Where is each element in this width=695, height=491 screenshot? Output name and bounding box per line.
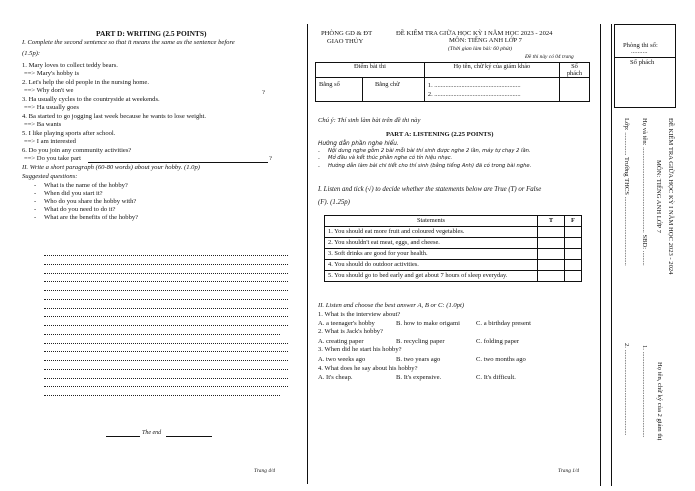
answer-line[interactable] — [44, 368, 288, 370]
dept-line2: GIAO THỦY — [327, 38, 364, 45]
true-header: T — [538, 216, 565, 227]
guide-item: Hướng dẫn làm bài chi tiết cho thí sinh (bằng tiếng Anh) đã có trong bài nghe. — [328, 163, 532, 169]
the-end-line-right — [166, 436, 212, 437]
answer-line[interactable] — [44, 385, 288, 387]
suggested-label: Suggested questions: — [22, 173, 78, 180]
page-divider-left — [307, 24, 308, 484]
option-c[interactable]: C. folding paper — [476, 337, 520, 345]
writing-a2[interactable]: ==> Why don't we — [24, 87, 74, 94]
the-end-line-left — [106, 436, 140, 437]
suggested-bullet: - — [34, 214, 37, 221]
writing-a6-blank[interactable] — [88, 162, 268, 163]
code-label: Số phách — [630, 59, 655, 66]
option-a[interactable]: A. creating paper — [318, 337, 364, 345]
answer-line[interactable] — [44, 307, 288, 309]
statements-header: Statements — [325, 216, 538, 227]
writing-q4: 4. Ba started to go jogging last week because he wants to lose weight. — [22, 113, 207, 120]
score-header: Điểm bài thi — [316, 63, 425, 78]
true-checkbox[interactable] — [538, 271, 565, 282]
proctor-sig-2[interactable]: 2. .................................................... — [623, 343, 630, 436]
invigilator-sig-1[interactable]: 1. ...................................................... — [427, 82, 521, 89]
mcq-question: 4. What does he say about his hobby? — [318, 364, 418, 372]
guide-title: Hướng dẫn phần nghe hiểu. — [318, 141, 399, 147]
statement-text: 3. Soft drinks are good for your health. — [325, 249, 538, 260]
room-box — [614, 24, 676, 108]
guide-bullet: - — [318, 149, 320, 155]
answer-line[interactable] — [44, 315, 288, 317]
writing-q6: 6. Do you join any community activities? — [22, 147, 132, 154]
true-checkbox[interactable] — [538, 238, 565, 249]
proctor-sig-label: Họ tên, chữ ký của 2 giám thị — [656, 362, 663, 441]
writing-a3[interactable]: ==> Ha usually goes — [24, 104, 79, 111]
option-b[interactable]: B. It's expensive. — [396, 374, 442, 382]
answer-line[interactable] — [44, 324, 288, 326]
guide-item: Nội dung nghe gồm 2 bài mỗi bài thí sinh được nghe 2 lần, máy tự chạy 2 lần. — [328, 148, 531, 154]
option-a[interactable]: A. It's cheap. — [318, 374, 353, 382]
statements-table — [324, 215, 582, 282]
listening-section1-points: (F). (1.25p) — [318, 199, 350, 206]
proctor-sig-1[interactable]: 1. .................................................... — [641, 345, 648, 438]
option-c[interactable]: C. two months ago — [476, 355, 526, 363]
statement-row — [325, 260, 582, 271]
mcq-question: 3. When did he start his hobby? — [318, 346, 402, 354]
suggested-bullet: - — [34, 206, 37, 213]
vertical-exam-subject: MÔN: TIẾNG ANH LỚP 7 — [655, 160, 662, 233]
false-checkbox[interactable] — [565, 271, 582, 282]
true-checkbox[interactable] — [538, 227, 565, 238]
left-section1-points: (1.5p): — [22, 50, 41, 57]
code-header: Số phách — [559, 63, 589, 78]
exam-note: Chú ý: Thí sinh làm bài trên đề thi này — [318, 117, 421, 124]
exam-time: (Thời gian làm bài: 60 phút) — [448, 46, 513, 52]
suggested-question: What do you need to do it? — [44, 206, 116, 213]
mcq-options — [318, 320, 593, 329]
answer-line[interactable] — [44, 280, 288, 282]
option-c[interactable]: C. a birthday present — [476, 319, 531, 327]
answer-line[interactable] — [44, 254, 288, 256]
listening-part-title: PART A: LISTENING (2.25 POINTS) — [386, 131, 494, 138]
mcq-options — [318, 338, 593, 347]
writing-a6[interactable]: ==> Do you take part — [24, 155, 81, 162]
suggested-question: What is the name of the hobby? — [44, 182, 128, 189]
false-header: F — [565, 216, 582, 227]
answer-line[interactable] — [44, 394, 280, 396]
answer-line[interactable] — [44, 333, 280, 335]
listening-section2-instruction: II. Listen and choose the best answer A, B or C: (1.0pt) — [318, 302, 465, 309]
writing-q1: 1. Mary loves to collect teddy bears. — [22, 62, 118, 69]
suggested-question: When did you start it? — [44, 190, 103, 197]
guide-bullet: - — [318, 164, 320, 170]
center-page-number: Trang 1/4 — [558, 468, 580, 474]
listening-section1-instruction: I. Listen and tick (√) to decide whether the statements below are True (T) or False — [318, 186, 542, 193]
option-a[interactable]: A. two weeks ago — [318, 355, 366, 363]
exam-subject: MÔN: TIẾNG ANH LỚP 7 — [449, 37, 522, 44]
option-b[interactable]: B. how to make origami — [396, 319, 460, 327]
invigilator-sig-2[interactable]: 2. ...................................................... — [427, 91, 521, 98]
invigilator-header: Họ tên, chữ ký của giám khảo — [424, 63, 559, 78]
dept-line1: PHÒNG GD & ĐT — [321, 30, 373, 37]
pages-note: Đề thi này có 04 trang — [525, 54, 574, 60]
false-checkbox[interactable] — [565, 227, 582, 238]
vertical-exam-title: ĐỀ KIỂM TRA GIỮA HỌC KỲ I NĂM HỌC 2023 - 2024 — [667, 118, 674, 275]
statement-text: 4. You should do outdoor activities. — [325, 260, 538, 271]
writing-a2-end: ? — [262, 89, 265, 96]
answer-line[interactable] — [44, 263, 288, 265]
student-name-line[interactable]: Họ và tên: .................................................... SBD: ......... — [641, 118, 648, 266]
score-number-cell[interactable]: Bằng số — [316, 78, 363, 102]
option-b[interactable]: B. recycling paper — [396, 337, 445, 345]
true-checkbox[interactable] — [538, 260, 565, 271]
answer-line[interactable] — [44, 350, 288, 352]
left-section2-instruction: II. Write a short paragraph (60-80 words) about your hobby. (1.0p) — [22, 164, 200, 171]
student-class-line[interactable]: Lớp: .............. Trường THCS .......................................... — [623, 118, 630, 266]
writing-q2: 2. Let's help the old people in the nursing home. — [22, 79, 149, 86]
left-section1-instruction: I. Complete the second sentence so that it means the same as the sentence before — [22, 39, 235, 46]
false-checkbox[interactable] — [565, 249, 582, 260]
option-c[interactable]: C. It's difficult. — [476, 374, 516, 382]
statement-row — [325, 238, 582, 249]
page-divider-right-2 — [611, 24, 612, 486]
score-table — [315, 62, 590, 102]
mcq-list — [318, 311, 593, 383]
writing-a1[interactable]: ==> Mary's hobby is — [24, 70, 80, 77]
suggested-question: What are the benefits of the hobby? — [44, 214, 139, 221]
score-words-cell[interactable]: Bằng chữ — [363, 78, 425, 102]
exam-title: ĐỀ KIỂM TRA GIỮA HỌC KỲ I NĂM HỌC 2023 - 2024 — [396, 30, 553, 37]
page-divider-right-1 — [600, 24, 601, 486]
invigilator-signatures[interactable] — [424, 78, 559, 102]
answer-line[interactable] — [44, 289, 288, 291]
room-dots[interactable]: .......... — [631, 48, 648, 55]
room-label: Phòng thi số: — [623, 42, 658, 49]
answer-line[interactable] — [44, 377, 288, 379]
statement-row — [325, 227, 582, 238]
mcq-options — [318, 356, 593, 365]
suggested-bullet: - — [34, 190, 37, 197]
suggested-question: Who do you share the hobby with? — [44, 198, 137, 205]
writing-q5: 5. I like playing sports after school. — [22, 130, 116, 137]
suggested-bullet: - — [34, 198, 37, 205]
false-checkbox[interactable] — [565, 238, 582, 249]
answer-line[interactable] — [44, 342, 288, 344]
answer-line[interactable] — [44, 359, 288, 361]
statement-text: 5. You should go to bed early and get about 7 hours of sleep everyday. — [325, 271, 538, 282]
writing-a6-end: ? — [269, 155, 272, 162]
the-end-label: The end — [142, 430, 162, 436]
answer-line[interactable] — [44, 272, 288, 274]
guide-bullet: - — [318, 156, 320, 162]
mcq-question: 1. What is the interview about? — [318, 311, 401, 318]
statement-text: 2. You shouldn't eat meat, eggs, and cheese. — [325, 238, 538, 249]
true-checkbox[interactable] — [538, 249, 565, 260]
option-b[interactable]: B. two years ago — [396, 355, 441, 363]
writing-a4[interactable]: ==> Ba wants — [24, 121, 62, 128]
statement-row — [325, 271, 582, 282]
suggested-bullet: - — [34, 182, 37, 189]
false-checkbox[interactable] — [565, 260, 582, 271]
writing-a5[interactable]: ==> I am interested — [24, 138, 76, 145]
answer-line[interactable] — [44, 298, 288, 300]
guide-item: Mở đầu và kết thúc phần nghe có tín hiệu nhạc. — [328, 155, 453, 161]
code-cell[interactable] — [559, 78, 589, 102]
room-divider — [615, 57, 675, 58]
left-page-number: Trang 4/4 — [254, 468, 276, 474]
statement-text: 1. You should eat more fruit and coloured vegetables. — [325, 227, 538, 238]
mcq-question: 2. What is Jack's hobby? — [318, 328, 383, 336]
left-part-title: PART D: WRITING (2.5 POINTS) — [96, 29, 207, 38]
writing-q3: 3. Ha usually cycles to the countryside at weekends. — [22, 96, 160, 103]
option-a[interactable]: A. a teenager's hobby — [318, 319, 375, 327]
statement-row — [325, 249, 582, 260]
mcq-options — [318, 374, 593, 383]
